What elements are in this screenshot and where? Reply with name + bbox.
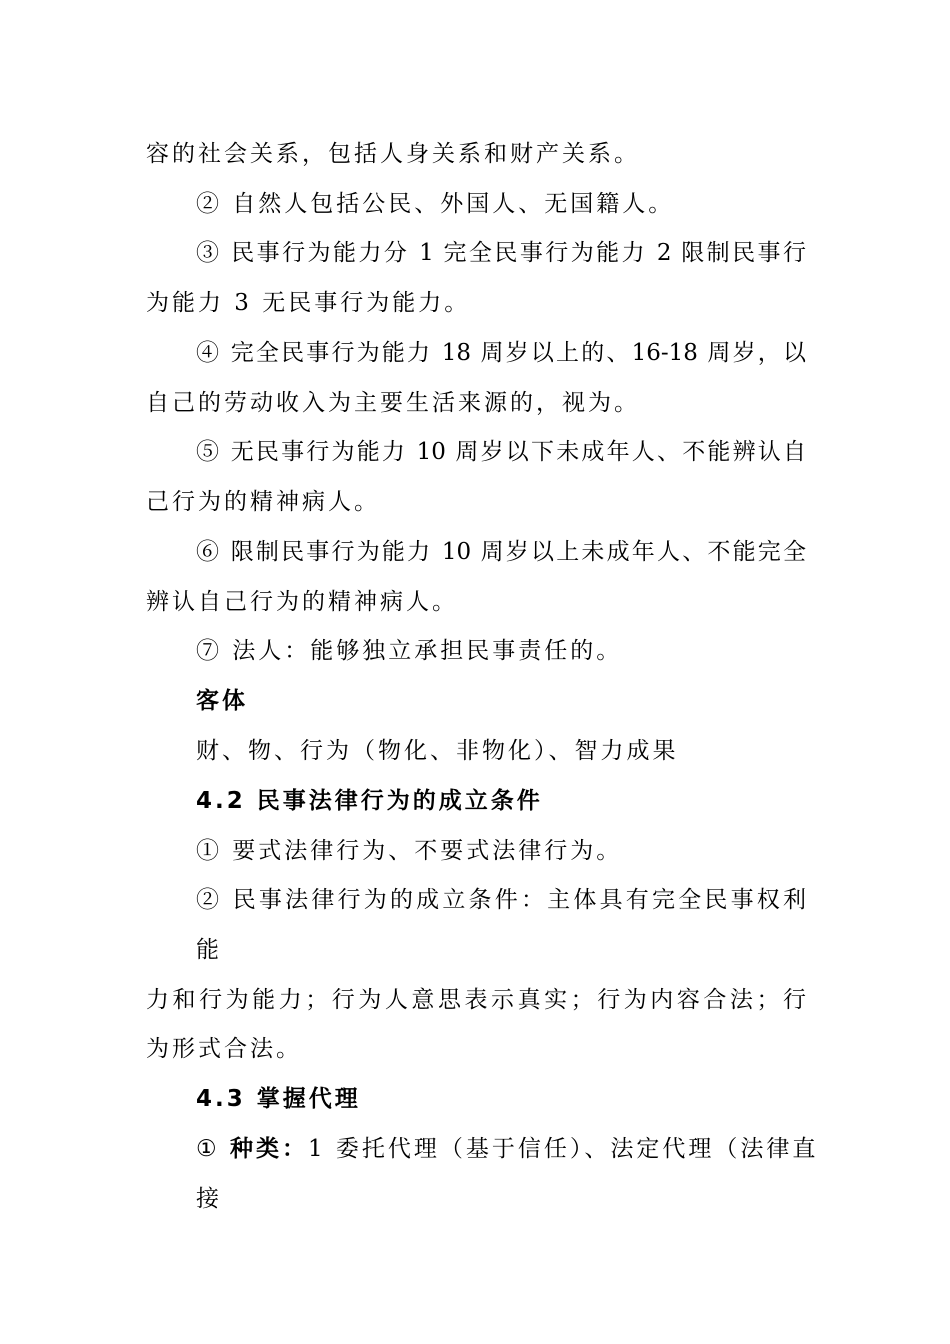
section-heading: 4.3 掌握代理 xyxy=(196,1086,361,1112)
text-line xyxy=(196,1134,819,1164)
item-prefix: ① xyxy=(196,1136,230,1162)
text-line: 能 xyxy=(196,937,222,963)
text-line: ⑦ 法人：能够独立承担民事责任的。 xyxy=(196,638,623,664)
item-label: 种类： xyxy=(229,1136,308,1162)
section-heading: 客体 xyxy=(196,688,248,714)
text-line: 力和行为能力；行为人意思表示真实；行为内容合法；行 xyxy=(146,987,806,1013)
text-line: 己行为的精神病人。 xyxy=(146,489,380,515)
text-line: 为形式合法。 xyxy=(146,1036,302,1062)
text-line: ⑤ 无民事行为能力 10 周岁以下未成年人、不能辨认自 xyxy=(196,439,806,465)
item-text: 1 委托代理（基于信任）、法定代理（法律直 xyxy=(307,1136,819,1162)
text-line: ② 民事法律行为的成立条件：主体具有完全民事权利 xyxy=(196,887,806,913)
text-line: ① 要式法律行为、不要式法律行为。 xyxy=(196,838,623,864)
section-heading: 4.2 民事法律行为的成立条件 xyxy=(196,788,543,814)
text-line: 容的社会关系，包括人身关系和财产关系。 xyxy=(146,141,640,167)
text-line: 财、物、行为（物化、非物化）、智力成果 xyxy=(196,738,679,764)
text-line: 为能力 3 无民事行为能力。 xyxy=(146,290,471,316)
text-line: 接 xyxy=(196,1186,222,1212)
text-line: 自己的劳动收入为主要生活来源的，视为。 xyxy=(146,390,640,416)
text-line: ② 自然人包括公民、外国人、无国籍人。 xyxy=(196,191,675,217)
text-line: 辨认自己行为的精神病人。 xyxy=(146,589,458,615)
text-line: ⑥ 限制民事行为能力 10 周岁以上未成年人、不能完全 xyxy=(196,539,806,565)
text-line: ③ 民事行为能力分 1 完全民事行为能力 2 限制民事行 xyxy=(196,240,806,266)
text-line: ④ 完全民事行为能力 18 周岁以上的、16-18 周岁，以 xyxy=(196,340,806,366)
